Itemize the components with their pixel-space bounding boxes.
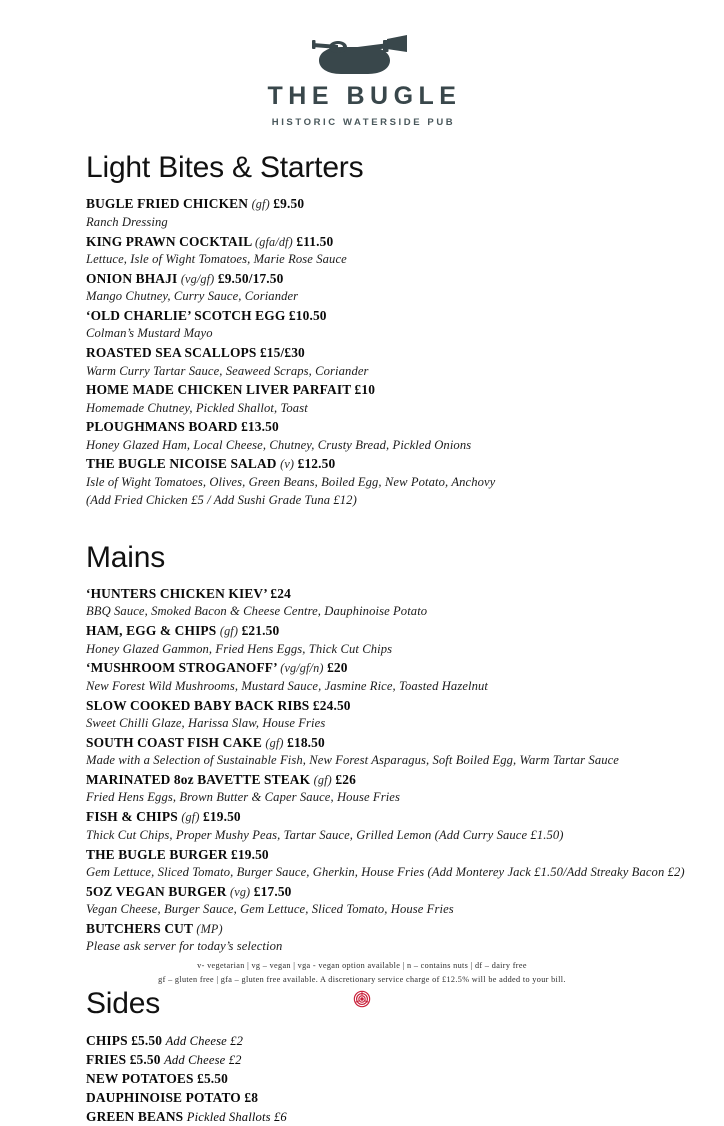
menu-item-inline-note: Pickled Shallots £6 (186, 1110, 287, 1125)
brand-header (0, 0, 724, 128)
menu-item-price: £5.50 (131, 1032, 163, 1048)
menu-item-name: MARINATED 8oz BAVETTE STEAK (86, 772, 311, 788)
menu-item (86, 454, 724, 509)
menu-item-price: £26 (335, 772, 356, 788)
menu-item-dietary-tag: (MP) (196, 922, 223, 936)
section-title: Mains (86, 540, 166, 574)
menu-item-line (86, 1050, 724, 1069)
menu-item-name: SOUTH COAST FISH CAKE (86, 734, 262, 750)
menu-item-price: £19.50 (231, 846, 269, 862)
menu-item-price: £8 (244, 1090, 259, 1106)
menu-item-name: FRIES (86, 1051, 127, 1067)
menu-item-description: Honey Glazed Gammon, Fried Hens Eggs, Thick Cut Chips (86, 641, 393, 656)
menu-item-price: £9.50 (273, 196, 305, 212)
menu-footer (0, 959, 724, 1008)
menu-item-description: Lettuce, Isle of Wight Tomatoes, Marie Rose Sauce (86, 252, 347, 267)
menu-item-description: Thick Cut Chips, Proper Mushy Peas, Tartar Sauce, Grilled Lemon (Add Curry Sauce £1.50) (86, 827, 564, 842)
menu-item-name: GREEN BEANS (86, 1109, 184, 1125)
menu-item-line (86, 770, 724, 789)
brand-tagline: HISTORIC WATERSIDE PUB (271, 117, 456, 128)
menu-item-description: Mango Chutney, Curry Sauce, Coriander (86, 289, 299, 304)
menu-item-name: NEW POTATOES (86, 1071, 194, 1087)
menu-item-description: Gem Lettuce, Sliced Tomato, Burger Sauce, Gherkin, House Fries (Add Monterey Jack £1.50/Add Streaky Bacon £2) (86, 864, 685, 879)
menu-item-price: £11.50 (296, 233, 334, 249)
allergen-legend-line-1: v- vegetarian | vg – vegan | vga - vegan option available | n – contains nuts | df – dairy free (197, 961, 527, 971)
menu-item-dietary-tag: (vg) (230, 884, 251, 899)
menu-item-name: ‘OLD CHARLIE’ SCOTCH EGG (86, 308, 286, 324)
menu-item (86, 194, 724, 231)
menu-item-line (86, 584, 724, 603)
menu-item-name: 5OZ VEGAN BURGER (86, 883, 227, 899)
menu-item-line (86, 1031, 724, 1050)
menu-item-description: Homemade Chutney, Pickled Shallot, Toast (86, 400, 308, 415)
menu-item (86, 696, 724, 733)
menu-item (86, 1031, 724, 1050)
rose-logo-icon (353, 990, 371, 1008)
menu-item-line (86, 454, 724, 473)
menu-item (86, 845, 724, 882)
menu-item-price: £19.50 (203, 809, 241, 825)
menu-item (86, 380, 724, 417)
menu-item-price: £12.50 (297, 456, 336, 472)
menu-item (86, 770, 724, 807)
menu-item (86, 621, 724, 658)
menu-item-line (86, 1107, 724, 1126)
menu-item-price: £24.50 (312, 697, 351, 713)
allergen-legend-line-2: gf – gluten free | gfa – gluten free available. A discretionary service charge of £12.5% will be added to your bill. (158, 974, 566, 984)
menu-item-line (86, 845, 724, 864)
menu-item-line (86, 343, 724, 362)
menu-item-price: £18.50 (287, 734, 325, 750)
menu-item (86, 807, 724, 844)
menu-item (86, 232, 724, 269)
menu-item-price: £5.50 (129, 1051, 161, 1067)
menu-item-dietary-tag: (gf) (265, 735, 284, 750)
menu-item (86, 343, 724, 380)
menu-item-price: £15/£30 (259, 345, 305, 361)
menu-item-price: £21.50 (241, 623, 280, 639)
menu-item-name: FISH & CHIPS (86, 809, 178, 825)
menu-item-price: £20 (327, 660, 348, 676)
menu-item-line (86, 807, 724, 826)
menu-item-name: ROASTED SEA SCALLOPS (86, 345, 257, 361)
menu-item (86, 1069, 724, 1088)
section-title: Light Bites & Starters (86, 151, 364, 184)
menu-item-line (86, 658, 724, 677)
menu-item-description: Please ask server for today’s selection (86, 939, 283, 954)
menu-item-name: ONION BHAJI (86, 271, 178, 287)
menu-item-line (86, 232, 724, 251)
menu-item-name: ‘MUSHROOM STROGANOFF’ (86, 660, 277, 676)
menu-item-price: £13.50 (241, 419, 279, 435)
menu-item-name: PLOUGHMANS BOARD (86, 419, 238, 435)
menu-item-description: Isle of Wight Tomatoes, Olives, Green Beans, Boiled Egg, New Potato, Anchovy (86, 474, 496, 489)
menu-item (86, 269, 724, 306)
menu-item-description: Warm Curry Tartar Sauce, Seaweed Scraps, Coriander (86, 363, 369, 378)
menu-item-description: Sweet Chilli Glaze, Harissa Slaw, House Fries (86, 715, 326, 730)
menu-item-price: £24 (270, 586, 291, 602)
menu-item-description: Colman’s Mustard Mayo (86, 326, 213, 341)
menu-section (86, 150, 724, 510)
menu-item-dietary-tag: (v) (280, 457, 295, 472)
menu-item-price: £10.50 (288, 308, 327, 324)
menu-item-description-extra: (Add Fried Chicken £5 / Add Sushi Grade Tuna £12) (86, 492, 357, 507)
menu-item (86, 1050, 724, 1069)
menu-item (86, 882, 724, 919)
menu-item-line (86, 1088, 724, 1107)
menu-item-inline-note: Add Cheese £2 (164, 1052, 242, 1067)
menu-item (86, 733, 724, 770)
menu-item (86, 584, 724, 621)
menu-item (86, 306, 724, 343)
brand-name: THE BUGLE (267, 82, 462, 110)
menu-item-name: DAUPHINOISE POTATO (86, 1090, 241, 1106)
menu-item (86, 919, 724, 956)
menu-item-line (86, 306, 724, 325)
menu-item-dietary-tag: (gf) (313, 773, 332, 788)
menu-item-line (86, 919, 724, 938)
menu-item-dietary-tag: (vg/gf) (180, 272, 215, 287)
menu-item-name: ‘HUNTERS CHICKEN KIEV’ (86, 586, 267, 602)
menu-section (86, 540, 724, 957)
menu-item-name: CHIPS (86, 1032, 128, 1048)
menu-item-price: £10 (354, 382, 376, 398)
menu-item-description: Honey Glazed Ham, Local Cheese, Chutney, Crusty Bread, Pickled Onions (86, 437, 472, 452)
menu-item-name: BUTCHERS CUT (86, 921, 193, 936)
menu-item-line (86, 882, 724, 901)
section-title: Sides (86, 987, 161, 1021)
menu-item-description: Ranch Dressing (86, 214, 168, 229)
menu-item (86, 1107, 724, 1126)
menu-item-name: KING PRAWN COCKTAIL (86, 233, 252, 249)
menu-item-line (86, 696, 724, 715)
menu-item-line (86, 733, 724, 752)
menu-item-dietary-tag: (gf) (181, 810, 200, 825)
menu-item-line (86, 1069, 724, 1088)
menu-item-dietary-tag: (gfa/df) (255, 234, 293, 249)
menu-item-description: Made with a Selection of Sustainable Fish, New Forest Asparagus, Soft Boiled Egg, Warm Tartar Sauce (86, 753, 619, 768)
menu-item-dietary-tag: (gf) (219, 624, 239, 639)
menu-item-line (86, 194, 724, 213)
menu-item-name: HAM, EGG & CHIPS (86, 623, 217, 639)
menu-item-name: THE BUGLE NICOISE SALAD (86, 456, 277, 472)
menu-item-description: New Forest Wild Mushrooms, Mustard Sauce, Jasmine Rice, Toasted Hazelnut (86, 678, 489, 693)
menu-item-description: Vegan Cheese, Burger Sauce, Gem Lettuce, Sliced Tomato, House Fries (86, 902, 454, 917)
menu-item-dietary-tag: (vg/gf/n) (280, 661, 324, 676)
menu-item-price: £17.50 (253, 883, 292, 899)
menu-item-inline-note: Add Cheese £2 (165, 1033, 244, 1048)
menu-item-name: THE BUGLE BURGER (86, 846, 228, 862)
menu-item (86, 417, 724, 454)
menu-item-line (86, 269, 724, 288)
menu-item-name: SLOW COOKED BABY BACK RIBS (86, 697, 310, 713)
menu-item-price: £5.50 (197, 1071, 228, 1087)
menu-item-description: Fried Hens Eggs, Brown Butter & Caper Sauce, House Fries (86, 790, 400, 805)
menu-item-dietary-tag: (gf) (251, 197, 270, 212)
menu-item-line (86, 417, 724, 436)
menu-item (86, 658, 724, 695)
menu-item-line (86, 621, 724, 640)
menu-item-price: £9.50/17.50 (217, 271, 284, 287)
bugle-icon (312, 34, 412, 76)
menu-item-line (86, 380, 724, 399)
menu-item-name: HOME MADE CHICKEN LIVER PARFAIT (86, 382, 352, 398)
menu-item-name: BUGLE FRIED CHICKEN (86, 196, 249, 212)
menu-item-description: BBQ Sauce, Smoked Bacon & Cheese Centre, Dauphinoise Potato (86, 604, 428, 619)
menu-item (86, 1088, 724, 1107)
